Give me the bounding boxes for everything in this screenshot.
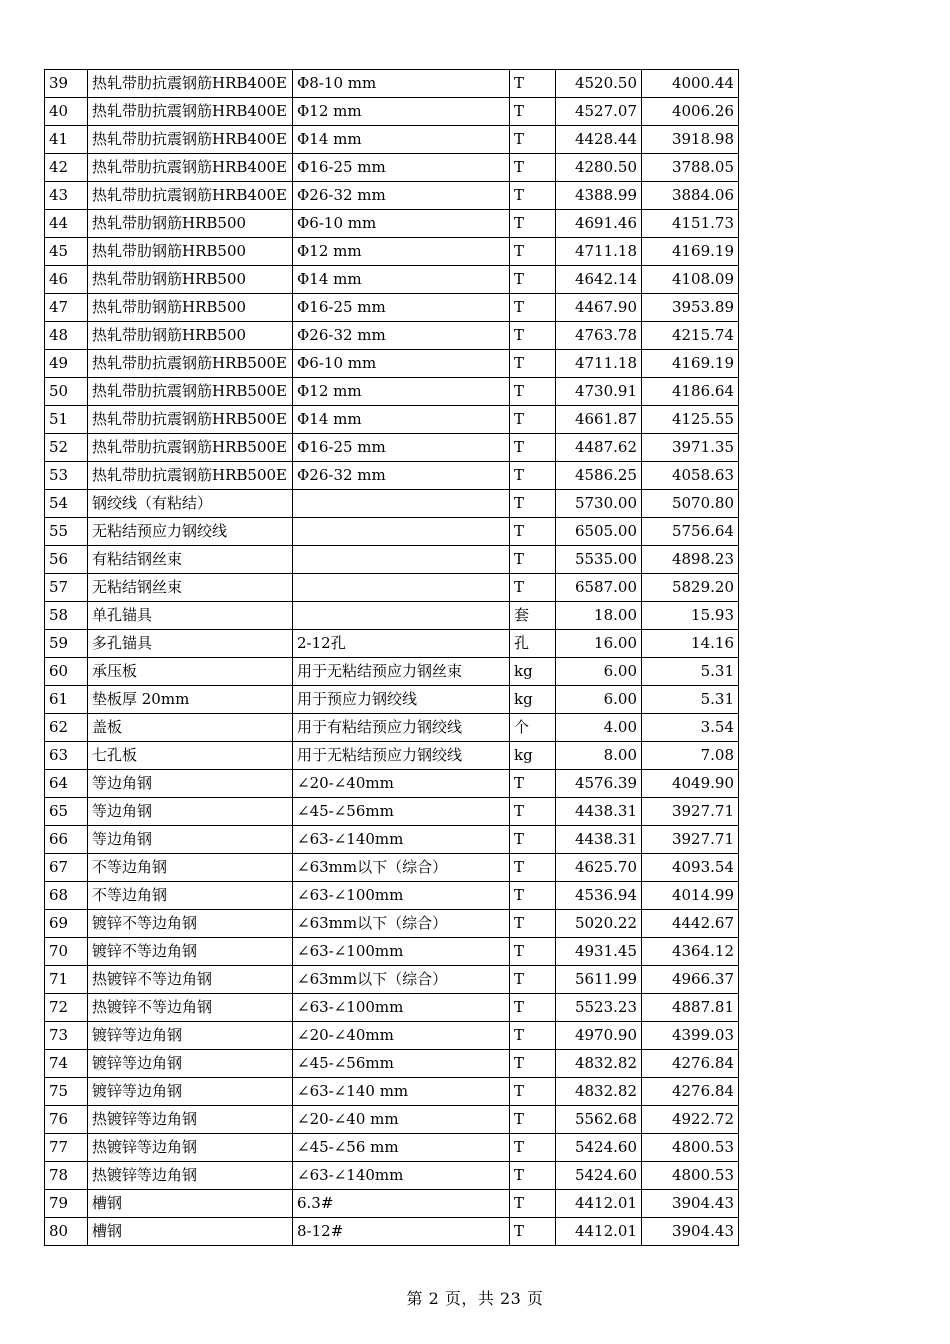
price-tax-excluded-cell: 4151.73 (642, 210, 739, 238)
price-tax-included-cell: 5730.00 (556, 490, 642, 518)
price-tax-excluded-cell: 4442.67 (642, 910, 739, 938)
unit-cell: T (510, 1162, 556, 1190)
price-tax-excluded-cell: 5.31 (642, 658, 739, 686)
price-tax-included-cell: 5535.00 (556, 546, 642, 574)
price-tax-included-cell: 4438.31 (556, 826, 642, 854)
price-tax-included-cell: 4970.90 (556, 1022, 642, 1050)
table-row (45, 1022, 739, 1050)
row-number-cell: 65 (45, 798, 88, 826)
unit-cell: T (510, 406, 556, 434)
specification-cell: 8-12# (293, 1218, 510, 1246)
row-number-cell: 53 (45, 462, 88, 490)
price-tax-included-cell: 5611.99 (556, 966, 642, 994)
table-row (45, 1218, 739, 1246)
unit-cell: T (510, 546, 556, 574)
table-row (45, 882, 739, 910)
specification-cell (293, 546, 510, 574)
unit-cell: T (510, 770, 556, 798)
price-tax-included-cell: 4412.01 (556, 1190, 642, 1218)
unit-cell: kg (510, 658, 556, 686)
specification-cell (293, 602, 510, 630)
table-row (45, 826, 739, 854)
specification-cell: ∠63mm以下（综合） (293, 966, 510, 994)
unit-cell: T (510, 938, 556, 966)
table-row (45, 350, 739, 378)
price-tax-included-cell: 4438.31 (556, 798, 642, 826)
row-number-cell: 51 (45, 406, 88, 434)
price-tax-included-cell: 4.00 (556, 714, 642, 742)
material-name-cell: 热轧带肋钢筋HRB500 (88, 294, 293, 322)
price-tax-excluded-cell: 4049.90 (642, 770, 739, 798)
specification-cell: ∠63-∠100mm (293, 882, 510, 910)
unit-cell: T (510, 1050, 556, 1078)
price-tax-included-cell: 4931.45 (556, 938, 642, 966)
row-number-cell: 41 (45, 126, 88, 154)
table-row (45, 630, 739, 658)
price-tax-included-cell: 16.00 (556, 630, 642, 658)
unit-cell: kg (510, 742, 556, 770)
material-name-cell: 热轧带肋抗震钢筋HRB400E (88, 154, 293, 182)
price-tax-included-cell: 4527.07 (556, 98, 642, 126)
table-row (45, 910, 739, 938)
table-row (45, 182, 739, 210)
unit-cell: T (510, 854, 556, 882)
unit-cell: T (510, 434, 556, 462)
material-name-cell: 热轧带肋抗震钢筋HRB500E (88, 434, 293, 462)
specification-cell: 用于有粘结预应力钢绞线 (293, 714, 510, 742)
unit-cell: 孔 (510, 630, 556, 658)
specification-cell: ∠20-∠40 mm (293, 1106, 510, 1134)
row-number-cell: 72 (45, 994, 88, 1022)
price-tax-excluded-cell: 4006.26 (642, 98, 739, 126)
price-tax-excluded-cell: 4898.23 (642, 546, 739, 574)
table-row (45, 938, 739, 966)
price-tax-excluded-cell: 4125.55 (642, 406, 739, 434)
table-row (45, 266, 739, 294)
unit-cell: T (510, 1078, 556, 1106)
price-tax-excluded-cell: 4276.84 (642, 1050, 739, 1078)
row-number-cell: 49 (45, 350, 88, 378)
table-row (45, 798, 739, 826)
price-tax-excluded-cell: 3884.06 (642, 182, 739, 210)
material-name-cell: 热轧带肋钢筋HRB500 (88, 266, 293, 294)
material-name-cell: 单孔锚具 (88, 602, 293, 630)
row-number-cell: 55 (45, 518, 88, 546)
material-name-cell: 热镀锌等边角钢 (88, 1162, 293, 1190)
price-tax-excluded-cell: 4922.72 (642, 1106, 739, 1134)
unit-cell: T (510, 994, 556, 1022)
price-tax-included-cell: 18.00 (556, 602, 642, 630)
specification-cell: ∠45-∠56mm (293, 1050, 510, 1078)
unit-cell: T (510, 378, 556, 406)
material-name-cell: 热轧带肋钢筋HRB500 (88, 322, 293, 350)
price-tax-included-cell: 4711.18 (556, 350, 642, 378)
table-row (45, 238, 739, 266)
price-tax-excluded-cell: 3904.43 (642, 1218, 739, 1246)
material-name-cell: 热镀锌等边角钢 (88, 1134, 293, 1162)
price-tax-excluded-cell: 4014.99 (642, 882, 739, 910)
material-name-cell: 热轧带肋钢筋HRB500 (88, 210, 293, 238)
material-name-cell: 多孔锚具 (88, 630, 293, 658)
specification-cell: Φ14 mm (293, 406, 510, 434)
specification-cell: Φ26-32 mm (293, 182, 510, 210)
material-name-cell: 镀锌不等边角钢 (88, 910, 293, 938)
price-tax-excluded-cell: 3927.71 (642, 826, 739, 854)
specification-cell (293, 574, 510, 602)
table-row (45, 126, 739, 154)
table-row (45, 378, 739, 406)
specification-cell: Φ16-25 mm (293, 294, 510, 322)
price-tax-excluded-cell: 4800.53 (642, 1134, 739, 1162)
price-tax-included-cell: 6505.00 (556, 518, 642, 546)
table-row (45, 602, 739, 630)
price-tax-included-cell: 4412.01 (556, 1218, 642, 1246)
unit-cell: T (510, 1134, 556, 1162)
material-name-cell: 有粘结钢丝束 (88, 546, 293, 574)
unit-cell: T (510, 826, 556, 854)
table-row (45, 70, 739, 98)
unit-cell: T (510, 1190, 556, 1218)
row-number-cell: 61 (45, 686, 88, 714)
unit-cell: T (510, 798, 556, 826)
table-row (45, 742, 739, 770)
table-row (45, 658, 739, 686)
row-number-cell: 48 (45, 322, 88, 350)
unit-cell: T (510, 966, 556, 994)
table-row (45, 1078, 739, 1106)
price-tax-excluded-cell: 4000.44 (642, 70, 739, 98)
row-number-cell: 47 (45, 294, 88, 322)
unit-cell: T (510, 1106, 556, 1134)
table-row (45, 574, 739, 602)
material-name-cell: 热镀锌等边角钢 (88, 1106, 293, 1134)
row-number-cell: 63 (45, 742, 88, 770)
material-name-cell: 槽钢 (88, 1218, 293, 1246)
specification-cell: Φ12 mm (293, 238, 510, 266)
price-tax-included-cell: 5424.60 (556, 1134, 642, 1162)
material-name-cell: 盖板 (88, 714, 293, 742)
row-number-cell: 39 (45, 70, 88, 98)
table-row (45, 154, 739, 182)
unit-cell: T (510, 910, 556, 938)
specification-cell: Φ12 mm (293, 378, 510, 406)
price-tax-excluded-cell: 5.31 (642, 686, 739, 714)
price-tax-included-cell: 4642.14 (556, 266, 642, 294)
material-name-cell: 热轧带肋抗震钢筋HRB400E (88, 182, 293, 210)
price-tax-excluded-cell: 4093.54 (642, 854, 739, 882)
specification-cell (293, 490, 510, 518)
material-name-cell: 热轧带肋抗震钢筋HRB400E (88, 98, 293, 126)
material-name-cell: 无粘结钢丝束 (88, 574, 293, 602)
price-tax-excluded-cell: 3788.05 (642, 154, 739, 182)
material-name-cell: 等边角钢 (88, 770, 293, 798)
price-tax-included-cell: 4711.18 (556, 238, 642, 266)
price-tax-included-cell: 5020.22 (556, 910, 642, 938)
row-number-cell: 74 (45, 1050, 88, 1078)
table-row (45, 1050, 739, 1078)
price-tax-included-cell: 4520.50 (556, 70, 642, 98)
row-number-cell: 44 (45, 210, 88, 238)
price-tax-included-cell: 6587.00 (556, 574, 642, 602)
table-row (45, 322, 739, 350)
unit-cell: T (510, 518, 556, 546)
specification-cell: ∠63-∠100mm (293, 938, 510, 966)
specification-cell: ∠63-∠140mm (293, 826, 510, 854)
specification-cell: ∠63-∠140mm (293, 1162, 510, 1190)
price-tax-included-cell: 4487.62 (556, 434, 642, 462)
specification-cell: ∠20-∠40mm (293, 770, 510, 798)
specification-cell: Φ14 mm (293, 266, 510, 294)
unit-cell: T (510, 70, 556, 98)
row-number-cell: 76 (45, 1106, 88, 1134)
material-name-cell: 热轧带肋抗震钢筋HRB500E (88, 462, 293, 490)
price-tax-included-cell: 4691.46 (556, 210, 642, 238)
price-tax-included-cell: 4730.91 (556, 378, 642, 406)
specification-cell: ∠63mm以下（综合） (293, 854, 510, 882)
specification-cell (293, 518, 510, 546)
specification-cell: Φ6-10 mm (293, 350, 510, 378)
price-tax-included-cell: 5562.68 (556, 1106, 642, 1134)
table-row (45, 210, 739, 238)
price-tax-included-cell: 5523.23 (556, 994, 642, 1022)
material-name-cell: 垫板厚 20mm (88, 686, 293, 714)
table-row (45, 966, 739, 994)
price-tax-excluded-cell: 4887.81 (642, 994, 739, 1022)
table-row (45, 686, 739, 714)
material-name-cell: 热轧带肋钢筋HRB500 (88, 238, 293, 266)
page-footer: 第 2 页，共 23 页 (406, 1289, 544, 1308)
specification-cell: ∠63mm以下（综合） (293, 910, 510, 938)
row-number-cell: 54 (45, 490, 88, 518)
unit-cell: T (510, 1022, 556, 1050)
material-name-cell: 承压板 (88, 658, 293, 686)
row-number-cell: 78 (45, 1162, 88, 1190)
row-number-cell: 59 (45, 630, 88, 658)
specification-cell: Φ6-10 mm (293, 210, 510, 238)
row-number-cell: 56 (45, 546, 88, 574)
specification-cell: 用于无粘结预应力钢丝束 (293, 658, 510, 686)
price-tax-excluded-cell: 5070.80 (642, 490, 739, 518)
row-number-cell: 57 (45, 574, 88, 602)
row-number-cell: 43 (45, 182, 88, 210)
unit-cell: 个 (510, 714, 556, 742)
specification-cell: 用于无粘结预应力钢绞线 (293, 742, 510, 770)
material-name-cell: 热轧带肋抗震钢筋HRB400E (88, 70, 293, 98)
material-name-cell: 热轧带肋抗震钢筋HRB500E (88, 350, 293, 378)
material-name-cell: 七孔板 (88, 742, 293, 770)
table-row (45, 714, 739, 742)
material-name-cell: 热轧带肋抗震钢筋HRB500E (88, 378, 293, 406)
unit-cell: T (510, 1218, 556, 1246)
specification-cell: Φ16-25 mm (293, 434, 510, 462)
price-tax-excluded-cell: 4800.53 (642, 1162, 739, 1190)
specification-cell: Φ26-32 mm (293, 322, 510, 350)
table-row (45, 994, 739, 1022)
price-tax-excluded-cell: 15.93 (642, 602, 739, 630)
specification-cell: ∠45-∠56mm (293, 798, 510, 826)
table-row (45, 98, 739, 126)
price-tax-included-cell: 4832.82 (556, 1050, 642, 1078)
row-number-cell: 80 (45, 1218, 88, 1246)
price-table-body (45, 70, 739, 1246)
row-number-cell: 42 (45, 154, 88, 182)
row-number-cell: 50 (45, 378, 88, 406)
price-tax-excluded-cell: 4169.19 (642, 238, 739, 266)
price-tax-included-cell: 5424.60 (556, 1162, 642, 1190)
specification-cell: 2-12孔 (293, 630, 510, 658)
price-tax-excluded-cell: 3904.43 (642, 1190, 739, 1218)
price-tax-excluded-cell: 3918.98 (642, 126, 739, 154)
row-number-cell: 58 (45, 602, 88, 630)
price-tax-excluded-cell: 14.16 (642, 630, 739, 658)
price-tax-excluded-cell: 5829.20 (642, 574, 739, 602)
price-tax-excluded-cell: 4169.19 (642, 350, 739, 378)
material-name-cell: 热轧带肋抗震钢筋HRB500E (88, 406, 293, 434)
table-row (45, 1162, 739, 1190)
price-tax-excluded-cell: 4966.37 (642, 966, 739, 994)
material-name-cell: 等边角钢 (88, 826, 293, 854)
table-row (45, 434, 739, 462)
material-name-cell: 镀锌等边角钢 (88, 1078, 293, 1106)
material-name-cell: 镀锌不等边角钢 (88, 938, 293, 966)
unit-cell: kg (510, 686, 556, 714)
row-number-cell: 46 (45, 266, 88, 294)
unit-cell: T (510, 98, 556, 126)
unit-cell: T (510, 266, 556, 294)
material-name-cell: 热镀锌不等边角钢 (88, 966, 293, 994)
unit-cell: T (510, 294, 556, 322)
price-tax-included-cell: 6.00 (556, 658, 642, 686)
price-tax-included-cell: 4586.25 (556, 462, 642, 490)
row-number-cell: 71 (45, 966, 88, 994)
price-tax-excluded-cell: 4399.03 (642, 1022, 739, 1050)
price-table (44, 69, 739, 1246)
price-tax-excluded-cell: 7.08 (642, 742, 739, 770)
table-row (45, 854, 739, 882)
table-row (45, 406, 739, 434)
unit-cell: T (510, 574, 556, 602)
price-tax-included-cell: 8.00 (556, 742, 642, 770)
row-number-cell: 70 (45, 938, 88, 966)
specification-cell: Φ16-25 mm (293, 154, 510, 182)
material-name-cell: 钢绞线（有粘结） (88, 490, 293, 518)
unit-cell: T (510, 882, 556, 910)
material-name-cell: 热轧带肋抗震钢筋HRB400E (88, 126, 293, 154)
unit-cell: T (510, 462, 556, 490)
row-number-cell: 75 (45, 1078, 88, 1106)
row-number-cell: 45 (45, 238, 88, 266)
row-number-cell: 62 (45, 714, 88, 742)
specification-cell: 用于预应力钢绞线 (293, 686, 510, 714)
row-number-cell: 73 (45, 1022, 88, 1050)
table-row (45, 1134, 739, 1162)
material-name-cell: 槽钢 (88, 1190, 293, 1218)
price-tax-excluded-cell: 4276.84 (642, 1078, 739, 1106)
unit-cell: T (510, 490, 556, 518)
row-number-cell: 64 (45, 770, 88, 798)
material-name-cell: 无粘结预应力钢绞线 (88, 518, 293, 546)
table-row (45, 770, 739, 798)
table-row (45, 294, 739, 322)
unit-cell: T (510, 238, 556, 266)
table-row (45, 490, 739, 518)
table-row (45, 462, 739, 490)
material-name-cell: 镀锌等边角钢 (88, 1050, 293, 1078)
price-tax-excluded-cell: 4364.12 (642, 938, 739, 966)
specification-cell: Φ8-10 mm (293, 70, 510, 98)
price-tax-excluded-cell: 4108.09 (642, 266, 739, 294)
price-tax-included-cell: 4763.78 (556, 322, 642, 350)
row-number-cell: 77 (45, 1134, 88, 1162)
price-tax-excluded-cell: 3927.71 (642, 798, 739, 826)
price-tax-excluded-cell: 4215.74 (642, 322, 739, 350)
specification-cell: Φ26-32 mm (293, 462, 510, 490)
row-number-cell: 40 (45, 98, 88, 126)
specification-cell: ∠63-∠100mm (293, 994, 510, 1022)
row-number-cell: 66 (45, 826, 88, 854)
price-tax-excluded-cell: 3.54 (642, 714, 739, 742)
specification-cell: ∠20-∠40mm (293, 1022, 510, 1050)
unit-cell: T (510, 322, 556, 350)
unit-cell: T (510, 210, 556, 238)
price-tax-included-cell: 4388.99 (556, 182, 642, 210)
row-number-cell: 60 (45, 658, 88, 686)
material-name-cell: 不等边角钢 (88, 854, 293, 882)
table-row (45, 546, 739, 574)
price-tax-included-cell: 4467.90 (556, 294, 642, 322)
unit-cell: 套 (510, 602, 556, 630)
table-row (45, 1190, 739, 1218)
price-tax-included-cell: 6.00 (556, 686, 642, 714)
material-name-cell: 等边角钢 (88, 798, 293, 826)
table-row (45, 1106, 739, 1134)
table-row (45, 518, 739, 546)
price-tax-included-cell: 4625.70 (556, 854, 642, 882)
material-name-cell: 热镀锌不等边角钢 (88, 994, 293, 1022)
price-tax-included-cell: 4536.94 (556, 882, 642, 910)
price-tax-excluded-cell: 4186.64 (642, 378, 739, 406)
price-tax-included-cell: 4576.39 (556, 770, 642, 798)
row-number-cell: 68 (45, 882, 88, 910)
price-tax-excluded-cell: 3971.35 (642, 434, 739, 462)
row-number-cell: 67 (45, 854, 88, 882)
price-tax-excluded-cell: 4058.63 (642, 462, 739, 490)
price-tax-included-cell: 4832.82 (556, 1078, 642, 1106)
price-tax-included-cell: 4280.50 (556, 154, 642, 182)
row-number-cell: 79 (45, 1190, 88, 1218)
unit-cell: T (510, 182, 556, 210)
specification-cell: Φ14 mm (293, 126, 510, 154)
specification-cell: ∠63-∠140 mm (293, 1078, 510, 1106)
unit-cell: T (510, 126, 556, 154)
unit-cell: T (510, 350, 556, 378)
row-number-cell: 52 (45, 434, 88, 462)
price-tax-excluded-cell: 3953.89 (642, 294, 739, 322)
row-number-cell: 69 (45, 910, 88, 938)
material-name-cell: 镀锌等边角钢 (88, 1022, 293, 1050)
specification-cell: ∠45-∠56 mm (293, 1134, 510, 1162)
price-tax-excluded-cell: 5756.64 (642, 518, 739, 546)
unit-cell: T (510, 154, 556, 182)
price-tax-included-cell: 4428.44 (556, 126, 642, 154)
specification-cell: 6.3# (293, 1190, 510, 1218)
specification-cell: Φ12 mm (293, 98, 510, 126)
material-name-cell: 不等边角钢 (88, 882, 293, 910)
price-tax-included-cell: 4661.87 (556, 406, 642, 434)
